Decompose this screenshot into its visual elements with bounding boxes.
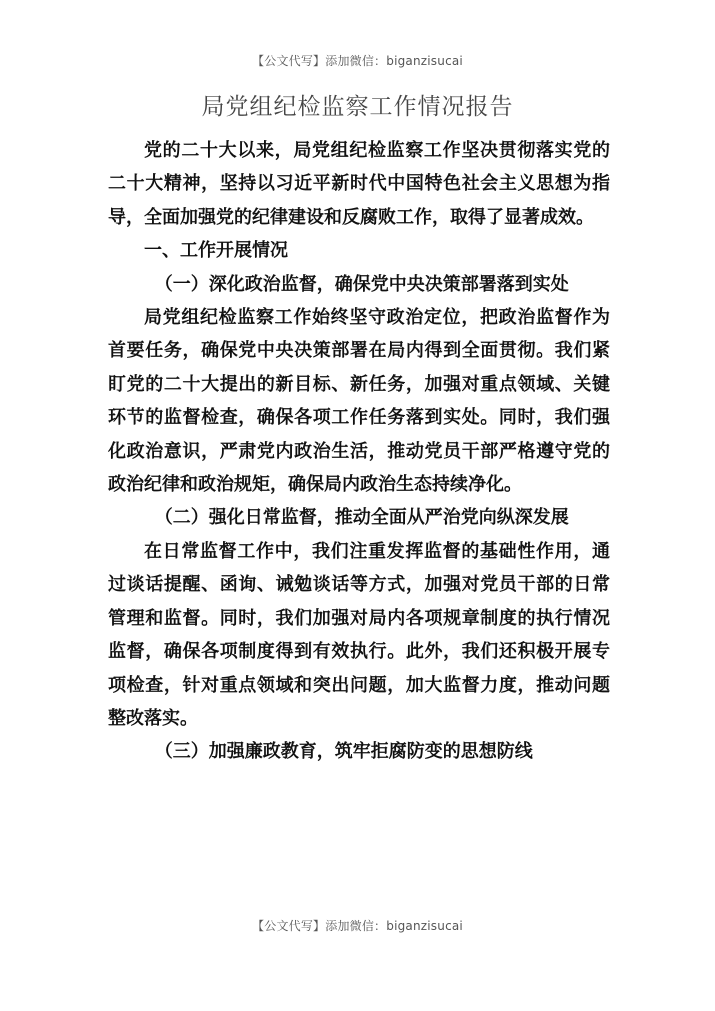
document-body [108,134,610,769]
document-title: 局党组纪检监察工作情况报告 [201,94,514,120]
subsection-heading-2: （二）强化日常监督，推动全面从严治党向纵深发展 [154,507,569,529]
body-paragraph-2: 在日常监督工作中，我们注重发挥监督的基础性作用，通过谈话提醒、函询、诫勉谈话等方式，加强对党员干部的日常管理和监督。同时，我们加强对局内各项规章制度的执行情况监督，确保各项制度得到有效执行。此外，我们还积极开展专项检查，针对重点领域和突出问题，加大监督力度，推动问题整改落实。 [108,540,610,729]
body-paragraph-1: 局党组纪检监察工作始终坚守政治定位，把政治监督作为首要任务，确保党中央决策部署在局内得到全面贯彻。我们紧盯党的二十大提出的新目标、新任务，加强对重点领域、关键环节的监督检查，确保各项工作任务落到实处。同时，我们强化政治意识，严肃党内政治生活，推动党员干部严格遵守党的政治纪律和政治规矩，确保局内政治生态持续净化。 [108,307,610,496]
section-heading-1: 一、工作开展情况 [144,240,288,262]
footer-watermark-note: 【公文代写】添加微信：biganzisucai [252,919,463,933]
subsection-heading-3: （三）加强廉政教育，筑牢拒腐防变的思想防线 [154,741,533,763]
header-watermark-note: 【公文代写】添加微信：biganzisucai [252,54,463,68]
subsection-heading-1: （一）深化政治监督，确保党中央决策部署落到实处 [154,273,569,295]
intro-paragraph: 党的二十大以来，局党组纪检监察工作坚决贯彻落实党的二十大精神，坚持以习近平新时代中国特色社会主义思想为指导，全面加强党的纪律建设和反腐败工作，取得了显著成效。 [108,140,610,228]
